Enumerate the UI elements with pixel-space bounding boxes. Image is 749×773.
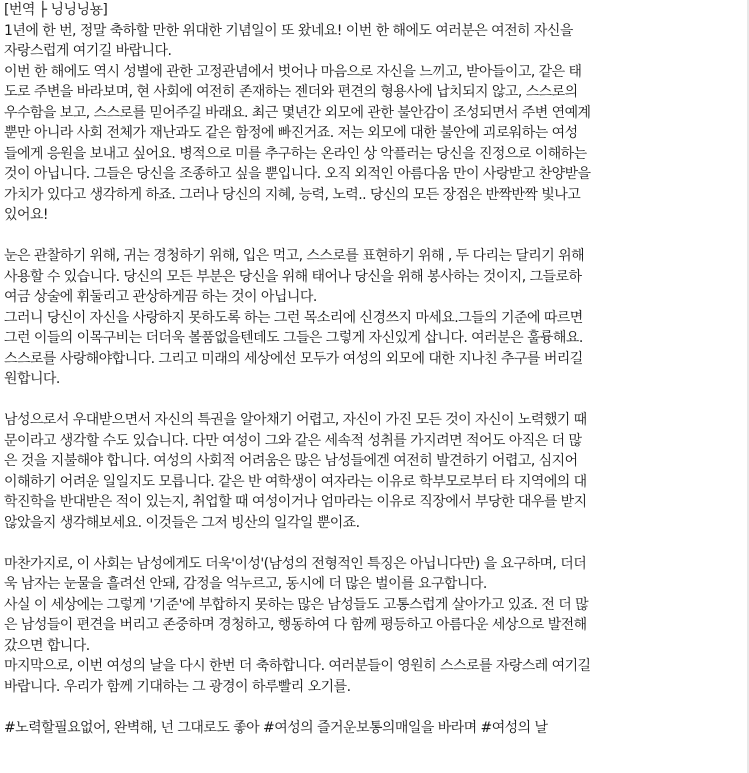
text-line: 이해하기 어려운 일일지도 모릅니다. 같은 반 여학생이 여자라는 이유로 학부모로부터 타 지역에의 대 [4, 473, 587, 490]
paragraph-spacer [4, 697, 742, 718]
text-line: 사실 이 세상에는 그렇게 '기준'에 부합하지 못하는 많은 남성들도 고통스럽게 살아가고 있죠. 전 더 많 [4, 596, 589, 613]
text-line: 우수함을 보고, 스스로를 믿어주길 바래요. 최근 몇년간 외모에 관한 불안감이 조성되면서 주변 연예계 [4, 104, 591, 121]
paragraph-body-parts [4, 246, 742, 308]
paragraph-self-love [4, 308, 742, 390]
paragraph-closing [4, 656, 742, 697]
translated-post [4, 0, 742, 738]
text-line: 있어요! [4, 207, 48, 223]
hashtag-line: #노력할필요없어, 완벽해, 넌 그대로도 좋아 #여성의 즐거운보통의매일을 바라며 #여성의 날 [4, 719, 548, 736]
text-line: 그러니 당신이 자신을 사랑하지 못하도록 하는 그런 목소리에 신경쓰지 마세요.그들의 기준에 따르면 [4, 309, 583, 326]
text-line: 은 것을 지불해야 합니다. 여성의 사회적 어려움은 많은 남성들에겐 여전히 발견하기 어렵고, 심지어 [4, 453, 578, 469]
text-line: 자랑스럽게 여기길 바랍니다. [4, 43, 172, 59]
text-line: 것이 아닙니다. 그들은 당신을 조종하고 싶을 뿐입니다. 오직 외적인 아름다움 만이 사랑받고 찬양받을 [4, 166, 591, 182]
text-line: 이번 한 해에도 역시 성별에 관한 고정관념에서 벗어나 마음으로 자신을 느끼고, 받아들이고, 같은 태 [4, 63, 582, 80]
text-line: 뿐만 아니라 사회 전체가 재난과도 같은 함정에 빠진거죠. 저는 외모에 대한 불안에 괴로워하는 여성 [4, 125, 578, 141]
paragraph-standards [4, 595, 742, 657]
text-line: 않았을지 생각해보세요. 이것들은 그저 빙산의 일각일 뿐이죠. [4, 514, 360, 531]
text-line: 마지막으로, 이번 여성의 날을 다시 한번 더 축하합니다. 여러분들이 영원히 스스로를 자랑스레 여기길 [4, 658, 591, 674]
text-line: 문이라고 생각할 수도 있습니다. 다만 여성이 그와 같은 세속적 성취를 가지려면 적어도 아직은 더 많 [4, 432, 582, 449]
paragraph-spacer [4, 533, 742, 554]
paragraph-spacer [4, 226, 742, 247]
text-line: 여금 상술에 휘둘리고 관상하게끔 하는 것이 아닙니다. [4, 289, 317, 305]
text-line: 남성으로서 우대받으면서 자신의 특권을 알아채기 어렵고, 자신이 가진 모든 것이 자신이 노력했기 때 [4, 412, 587, 428]
paragraph-privilege [4, 410, 742, 533]
paragraph-appearance [4, 62, 742, 226]
hashtags [4, 718, 742, 739]
text-line: 바랍니다. 우리가 함께 기대하는 그 광경이 하루빨리 오기를. [4, 678, 351, 695]
text-line: 스스로를 사랑해야합니다. 그리고 미래의 세상에선 모두가 여성의 외모에 대한 지나친 추구를 버리길 [4, 350, 583, 367]
text-line: 갔으면 합니다. [4, 637, 90, 654]
text-line: 1년에 한 번, 정말 축하할 만한 위대한 기념일이 또 왔네요! 이번 한 해에도 여러분은 여전히 자신을 [4, 22, 573, 39]
paragraph-intro [4, 21, 742, 62]
text-line: 들에게 응원을 보내고 싶어요. 병적으로 미를 추구하는 온라인 상 악플러는 당신을 진정으로 이해하는 [4, 145, 587, 162]
paragraph-spacer [4, 390, 742, 411]
text-line: 원합니다. [4, 371, 60, 387]
paragraph-men-pressure [4, 554, 742, 595]
post-header: [번역 ├ 닝닝닝뇽] [4, 2, 108, 18]
text-line: 눈은 관찰하기 위해, 귀는 경청하기 위해, 입은 먹고, 스스로를 표현하기 위해 , 두 다리는 달리기 위해 [4, 248, 585, 264]
text-line: 욱 남자는 눈물을 흘려선 안돼, 감정을 억누르고, 동시에 더 많은 벌이를 요구합니다. [4, 576, 487, 592]
text-line: 학진학을 반대받은 적이 있는지, 취업할 때 여성이거나 엄마라는 이유로 직장에서 부당한 대우를 받지 [4, 494, 587, 510]
text-line: 도로 주변을 바라보며, 현 사회에 여전히 존재하는 젠더와 편견의 형용사에 납치되지 않고, 스스로의 [4, 84, 578, 100]
text-line: 은 남성들이 편견을 버리고 존중하며 경청하고, 행동하여 다 함께 평등하고 아름다운 세상으로 발전해 [4, 617, 587, 633]
text-line: 사용할 수 있습니다. 당신의 모든 부분은 당신을 위해 태어나 당신을 위해 봉사하는 것이지, 그들로하 [4, 268, 582, 285]
text-line: 마찬가지로, 이 사회는 남성에게도 더욱'이성'(남성의 전형적인 특징은 아닙니다만) 을 요구하며, 더더 [4, 555, 587, 572]
text-line: 가치가 있다고 생각하게 하죠. 그러나 당신의 지혜, 능력, 노력.. 당신의 모든 장점은 반짝반짝 빛나고 [4, 186, 581, 203]
text-line: 그런 이들의 이목구비는 더더욱 볼품없을텐데도 그들은 그렇게 자신있게 삽니다. 여러분은 훌륭해요. [4, 330, 583, 346]
